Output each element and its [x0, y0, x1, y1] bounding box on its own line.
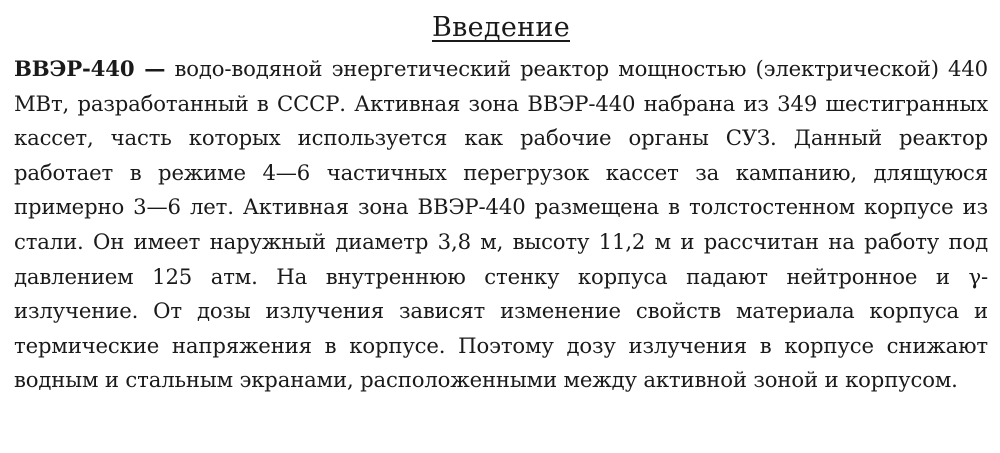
paragraph-text: водо-водяной энергетический реактор мощностью (электрической) 440 МВт, разработанный в СССР. Активная зона ВВЭР-440 набрана из 349 шестигранных кассет, часть которых используется как рабочие органы СУЗ. Данный реактор работает в режиме 4—6 частичных перегрузок кассет за кампанию, длящуюся примерно 3—6 лет. Активная зона ВВЭР-440 размещена в толстостенном корпусе из стали. Он имеет наружный диаметр 3,8 м, высоту 11,2 м и рассчитан на работу под давлением 125 атм. На внутреннюю стенку корпуса падают нейтронное и γ-излучение. От дозы излучения зависят изменение свойств материала корпуса и термические напряжения в корпусе. Поэтому дозу излучения в корпусе снижают водным и стальным экранами, расположенными между активной зоной и корпусом. — [14, 56, 988, 393]
lead-term: ВВЭР-440 — — [14, 56, 166, 81]
intro-paragraph — [14, 52, 988, 398]
document-page — [14, 8, 988, 398]
section-title: Введение — [432, 12, 570, 43]
